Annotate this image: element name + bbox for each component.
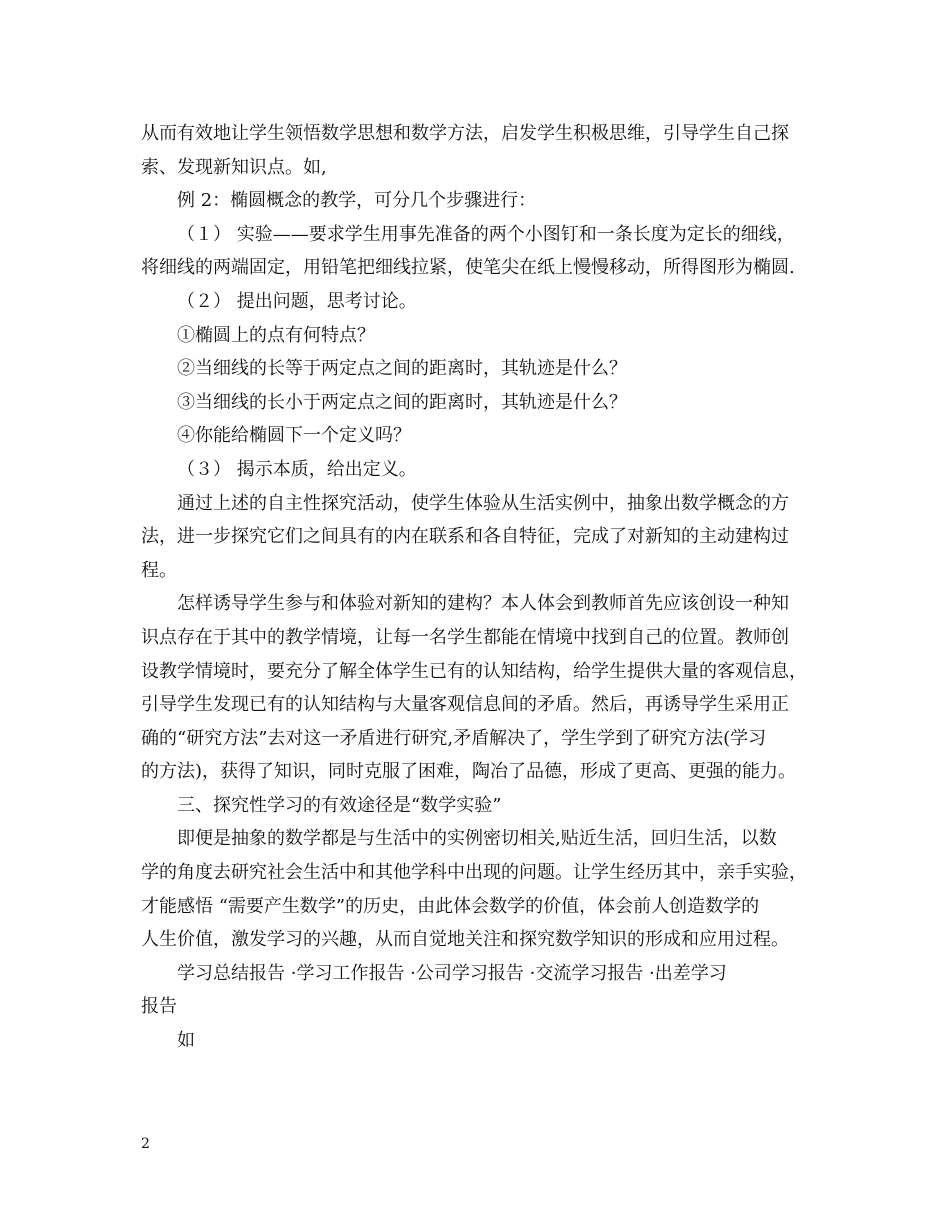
text-line: 程。 <box>141 559 177 581</box>
text-line: 报告 <box>141 996 177 1018</box>
text-line: （２） 提出问题，思考讨论。 <box>177 290 417 312</box>
text-line: 学的角度去研究社会生活中和其他学科中出现的问题。让学生经历其中，亲手实验， <box>141 862 807 884</box>
text-line: ④你能给椭圆下一个定义吗？ <box>177 425 411 447</box>
body-text <box>141 117 811 1058</box>
text-line: 通过上述的自主性探究活动，使学生体验从生活实例中，抽象出数学概念的方 <box>177 492 789 514</box>
text-line: 识点存在于其中的教学情境，让每一名学生都能在情境中找到自己的位置。教师创 <box>141 626 789 648</box>
text-line: 怎样诱导学生参与和体验对新知的建构？本人体会到教师首先应该创设一种知 <box>177 593 789 615</box>
text-line: 如 <box>177 1030 195 1052</box>
text-line: 即便是抽象的数学都是与生活中的实例密切相关,贴近生活，回归生活，以数 <box>177 828 777 850</box>
text-line: 法，进一步探究它们之间具有的内在联系和各自特征，完成了对新知的主动建构过 <box>141 526 789 548</box>
text-line: 人生价值，激发学习的兴趣，从而自觉地关注和探究数学知识的形成和应用过程。 <box>141 929 789 951</box>
text-line: ②当细线的长等于两定点之间的距离时，其轨迹是什么？ <box>177 358 627 380</box>
text-line: 三、探究性学习的有效途径是“数学实验” <box>177 794 502 816</box>
text-line: （３） 揭示本质，给出定义。 <box>177 458 417 480</box>
text-line: 学习总结报告 ·学习工作报告 ·公司学习报告 ·交流学习报告 ·出差学习 <box>177 962 727 984</box>
text-line: ①椭圆上的点有何特点？ <box>177 324 375 346</box>
text-line: （１） 实验——要求学生用事先准备的两个小图钉和一条长度为定长的细线， <box>177 223 795 245</box>
text-line: 确的“研究方法”去对这一矛盾进行研究,矛盾解决了，学生学到了研究方法(学习 <box>141 727 767 749</box>
text-line: 设教学情境时，要充分了解全体学生已有的认知结构，给学生提供大量的客观信息， <box>141 660 807 682</box>
text-line: ③当细线的长小于两定点之间的距离时，其轨迹是什么？ <box>177 391 627 413</box>
page-number: 2 <box>141 1136 150 1152</box>
text-line: 从而有效地让学生领悟数学思想和数学方法，启发学生积极思维，引导学生自己探 <box>141 123 789 144</box>
text-line: 才能感悟 “需要产生数学”的历史，由此体会数学的价值，体会前人创造数学的 <box>141 895 760 917</box>
text-line: 索、发现新知识点。如, <box>141 156 327 178</box>
text-line: 例 2：椭圆概念的教学，可分几个步骤进行： <box>177 190 537 212</box>
text-line: 的方法)，获得了知识，同时克服了困难，陶冶了品德，形成了更高、更强的能力。 <box>141 761 797 783</box>
text-line: 引导学生发现已有的认知结构与大量客观信息间的矛盾。然后，再诱导学生采用正 <box>141 694 789 716</box>
text-line: 将细线的两端固定，用铅笔把细线拉紧，使笔尖在纸上慢慢移动，所得图形为椭圆. <box>141 257 795 279</box>
